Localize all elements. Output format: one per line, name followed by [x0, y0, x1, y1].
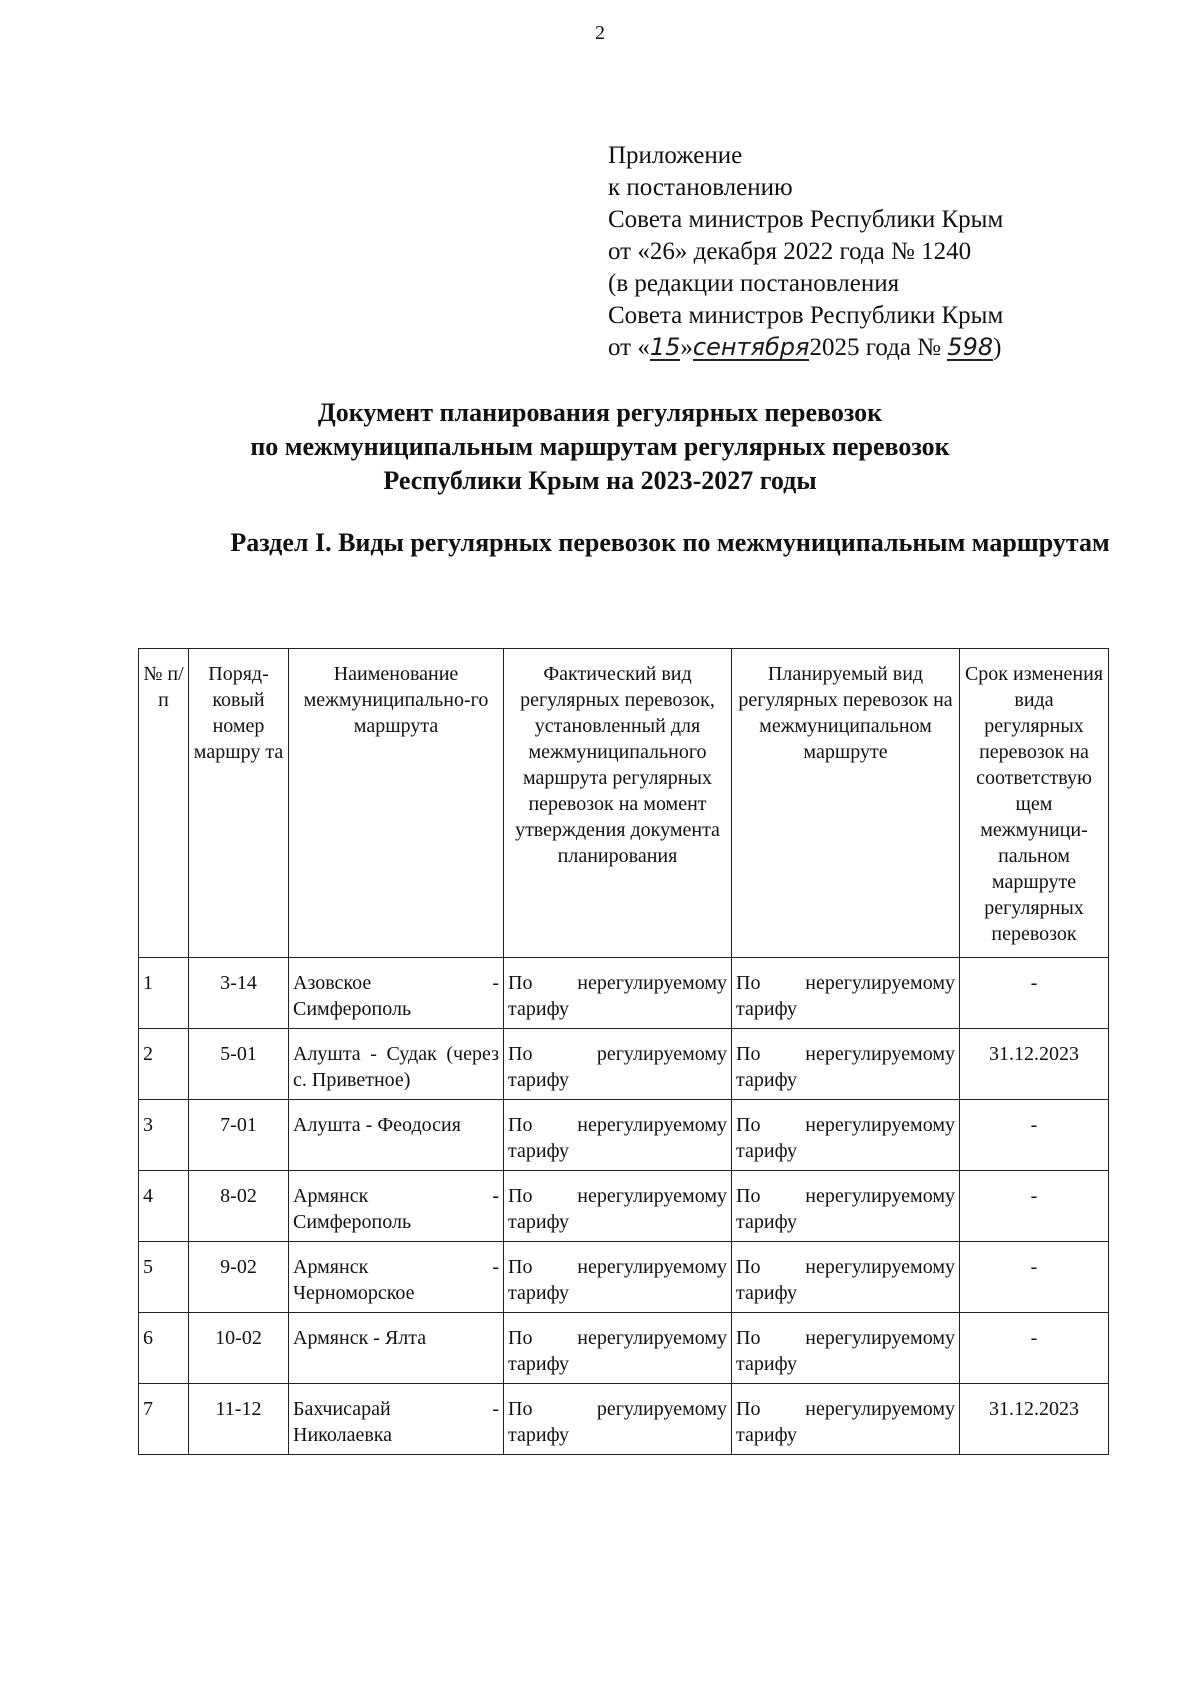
header-route-code: Поряд-ковый номер маршру та	[189, 649, 289, 958]
document-title	[0, 396, 1200, 498]
row-number: 1	[139, 958, 189, 1029]
appendix-line: от «26» декабря 2022 года № 1240	[608, 238, 972, 265]
appendix-line: Совета министров Республики Крым	[608, 206, 1004, 233]
route-code: 10-02	[189, 1313, 289, 1384]
row-number: 2	[139, 1029, 189, 1100]
route-name: Алушта - Феодосия	[289, 1100, 504, 1171]
actual-type: По регулируемому тарифу	[504, 1384, 732, 1455]
date-year: 2025 года №	[809, 334, 948, 361]
header-number: № п/п	[139, 649, 189, 958]
row-number: 7	[139, 1384, 189, 1455]
table-row	[139, 1029, 1109, 1100]
section-title: Раздел I. Виды регулярных перевозок по межмуниципальным маршрутам	[230, 528, 1110, 557]
route-name: Азовское - Симферополь	[289, 958, 504, 1029]
route-code: 8-02	[189, 1171, 289, 1242]
actual-type: По нерегулируемому тарифу	[504, 1171, 732, 1242]
planned-type: По нерегулируемому тарифу	[732, 1100, 960, 1171]
route-name: Армянск - Ялта	[289, 1313, 504, 1384]
actual-type: По нерегулируемому тарифу	[504, 1242, 732, 1313]
table-header-row	[139, 649, 1109, 958]
appendix-line: Совета министров Республики Крым	[608, 302, 1004, 329]
header-route-name: Наименование межмуниципально-го маршрута	[289, 649, 504, 958]
planned-type: По нерегулируемому тарифу	[732, 1384, 960, 1455]
title-line: Документ планирования регулярных перевозок	[317, 398, 883, 427]
change-date: -	[960, 958, 1109, 1029]
handwritten-day: 15	[649, 333, 681, 361]
route-code: 11-12	[189, 1384, 289, 1455]
handwritten-month: сентября	[692, 333, 810, 361]
header-actual-type: Фактический вид регулярных перевозок, установленный для межмуниципального маршрута регулярных перевозок на момент утверждения документа планирования	[504, 649, 732, 958]
change-date: -	[960, 1100, 1109, 1171]
date-mid: »	[680, 334, 693, 361]
planned-type: По нерегулируемому тарифу	[732, 958, 960, 1029]
appendix-line: (в редакции постановления	[608, 270, 900, 297]
planned-type: По нерегулируемому тарифу	[732, 1242, 960, 1313]
appendix-line: к постановлению	[608, 174, 793, 201]
date-suffix: )	[993, 334, 1002, 361]
actual-type: По регулируемому тарифу	[504, 1029, 732, 1100]
header-planned-type: Планируемый вид регулярных перевозок на межмуниципальном маршруте	[732, 649, 960, 958]
change-date: 31.12.2023	[960, 1384, 1109, 1455]
table-row	[139, 1171, 1109, 1242]
table-row	[139, 1100, 1109, 1171]
table-row	[139, 1384, 1109, 1455]
planned-type: По нерегулируемому тарифу	[732, 1313, 960, 1384]
route-name: Армянск - Симферополь	[289, 1171, 504, 1242]
route-code: 9-02	[189, 1242, 289, 1313]
actual-type: По нерегулируемому тарифу	[504, 1100, 732, 1171]
route-code: 7-01	[189, 1100, 289, 1171]
route-code: 3-14	[189, 958, 289, 1029]
routes-table	[138, 648, 1109, 1455]
title-line: Республики Крым на 2023-2027 годы	[383, 466, 817, 495]
change-date: -	[960, 1171, 1109, 1242]
change-date: -	[960, 1313, 1109, 1384]
header-change-date: Срок изменения вида регулярных перевозок на соответствую щем межмуници-пальном маршруте регулярных перевозок	[960, 649, 1109, 958]
table-row	[139, 958, 1109, 1029]
row-number: 4	[139, 1171, 189, 1242]
planned-type: По нерегулируемому тарифу	[732, 1171, 960, 1242]
actual-type: По нерегулируемому тарифу	[504, 1313, 732, 1384]
change-date: -	[960, 1242, 1109, 1313]
date-prefix: от «	[608, 334, 650, 361]
appendix-block	[608, 140, 1003, 364]
row-number: 5	[139, 1242, 189, 1313]
table-row	[139, 1242, 1109, 1313]
appendix-date-line	[608, 332, 1003, 364]
page-number: 2	[595, 22, 605, 44]
route-name: Алушта - Судак (через с. Приветное)	[289, 1029, 504, 1100]
route-code: 5-01	[189, 1029, 289, 1100]
row-number: 6	[139, 1313, 189, 1384]
actual-type: По нерегулируемому тарифу	[504, 958, 732, 1029]
route-name: Армянск - Черноморское	[289, 1242, 504, 1313]
route-name: Бахчисарай - Николаевка	[289, 1384, 504, 1455]
table-row	[139, 1313, 1109, 1384]
handwritten-number: 598	[947, 333, 994, 361]
change-date: 31.12.2023	[960, 1029, 1109, 1100]
title-line: по межмуниципальным маршрутам регулярных перевозок	[250, 432, 950, 461]
appendix-line: Приложение	[608, 142, 743, 169]
planned-type: По нерегулируемому тарифу	[732, 1029, 960, 1100]
row-number: 3	[139, 1100, 189, 1171]
